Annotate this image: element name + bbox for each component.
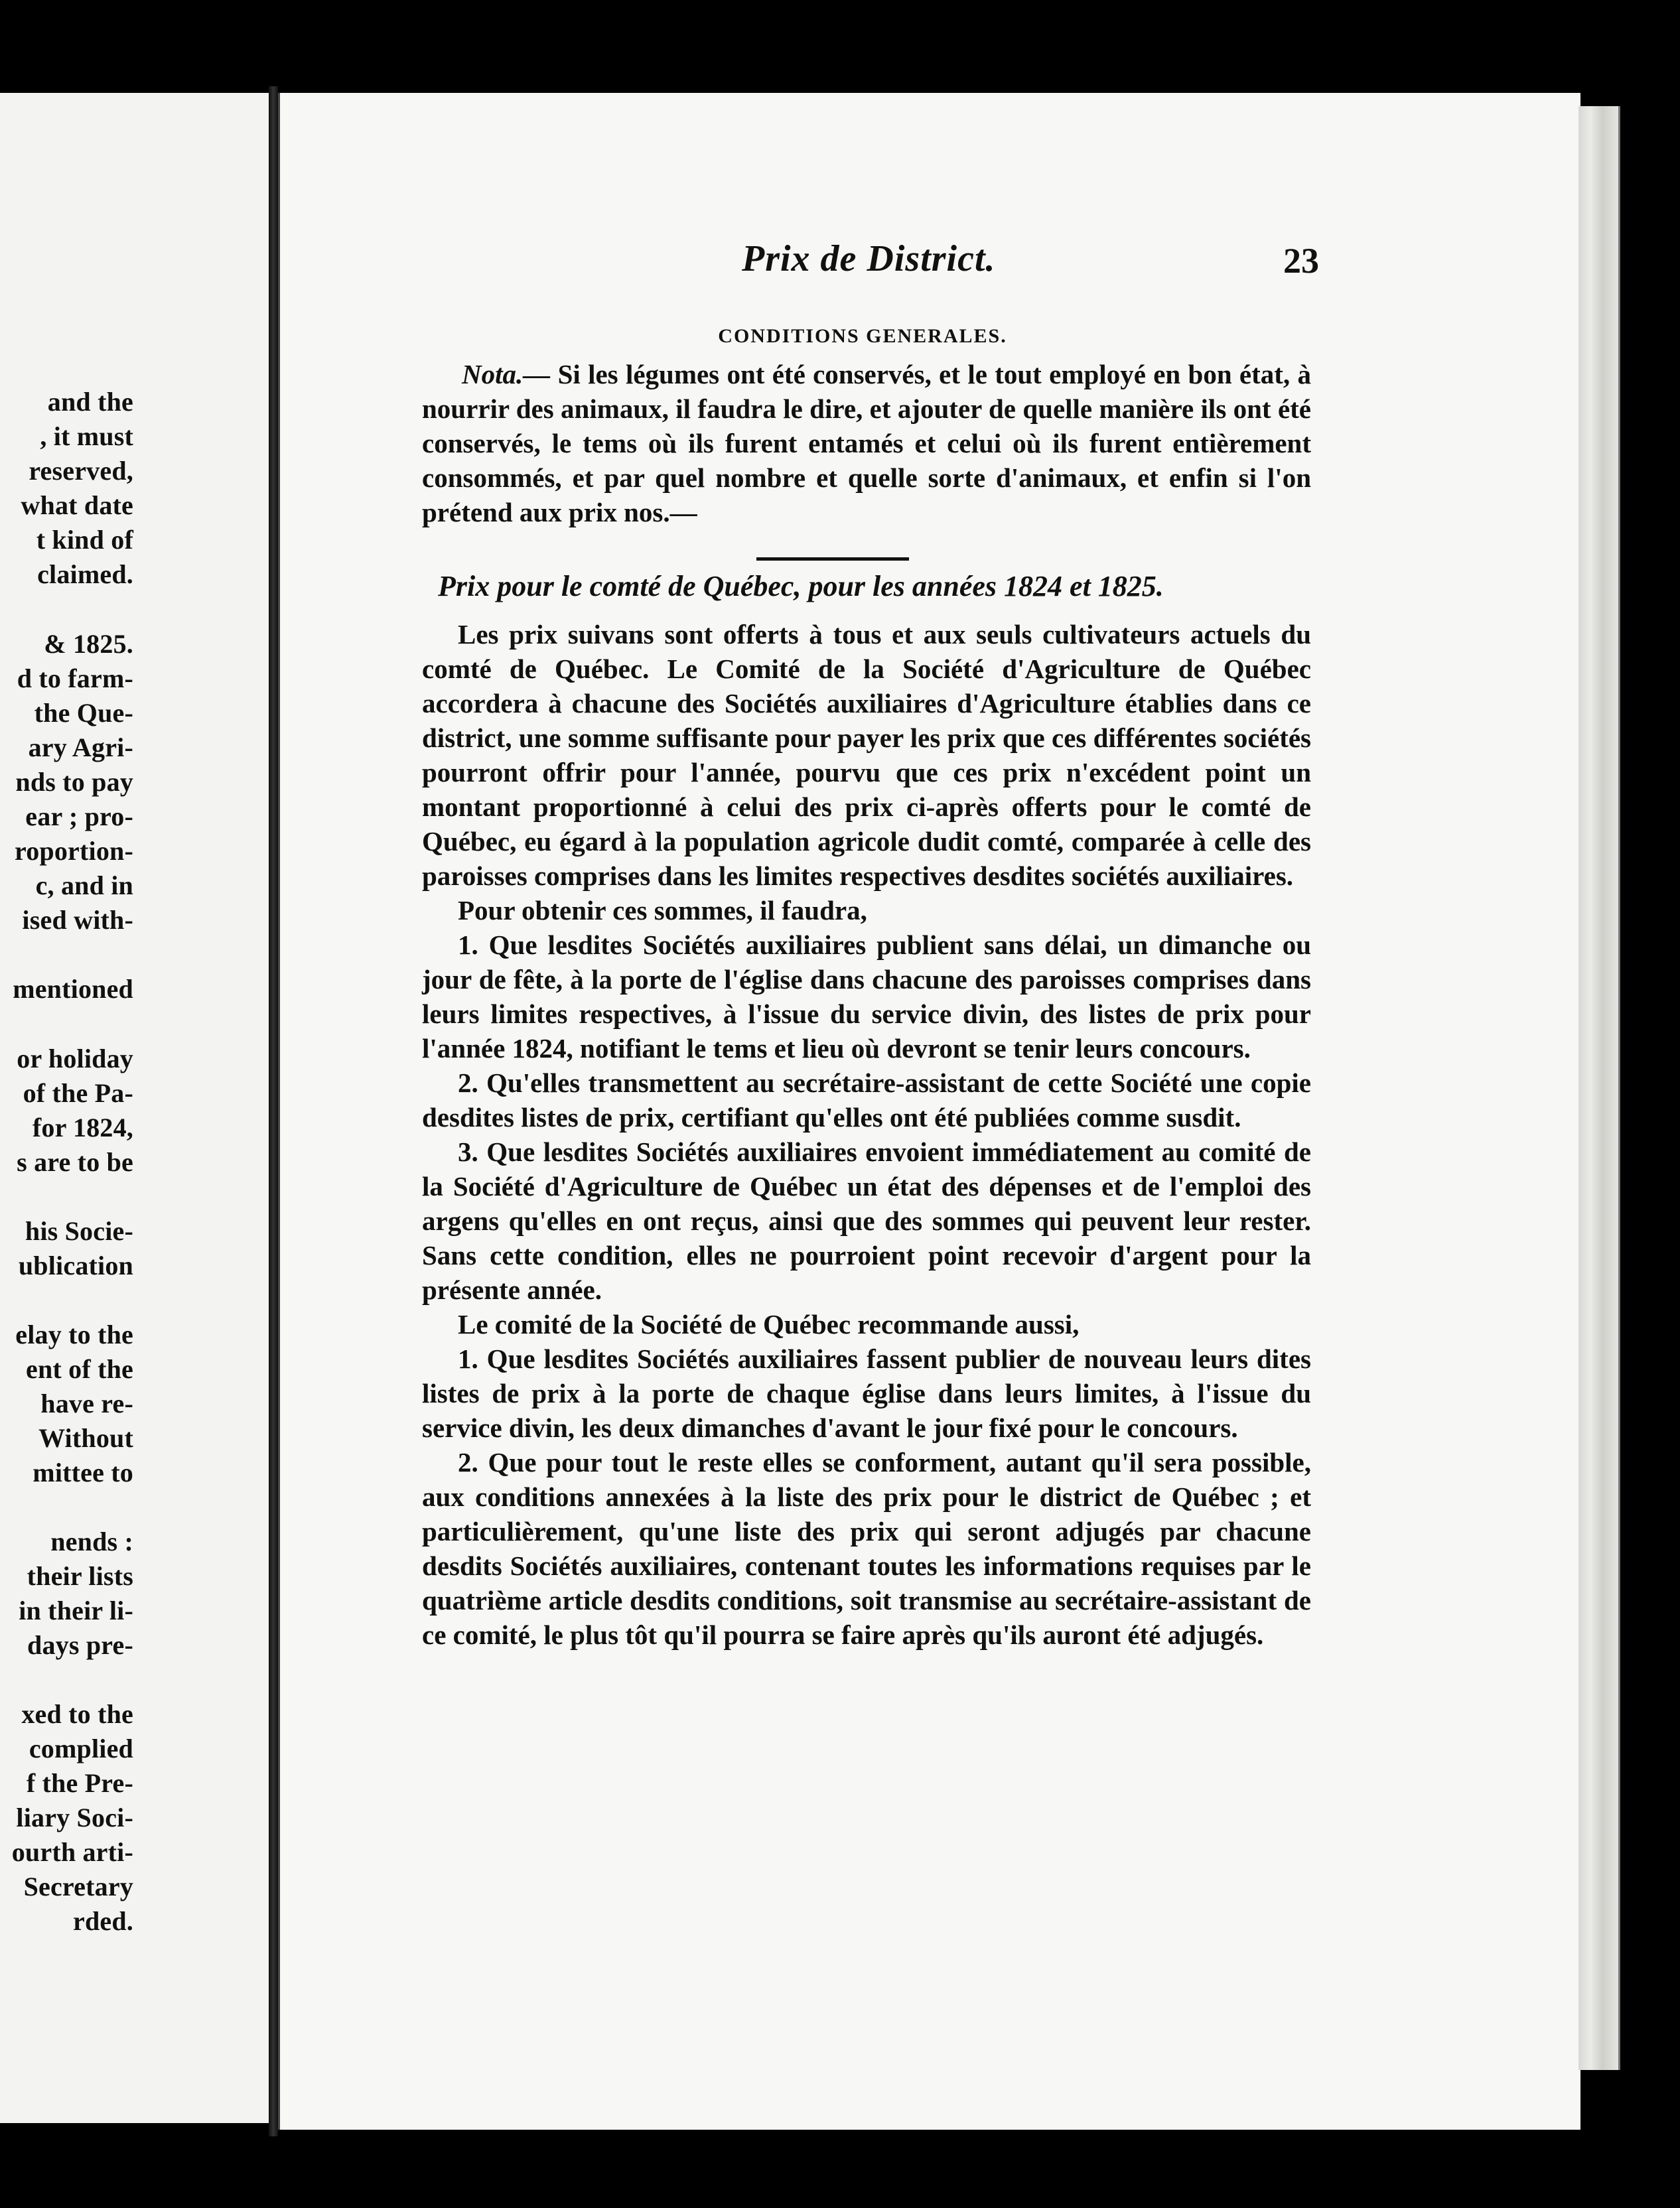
left-line: s are to be — [17, 1147, 133, 1177]
item-2-paragraph: 2. Qu'elles transmettent au secrétaire-assistant de cette Société une copie desdites listes de prix, certifiant qu'elles ont été publiées comme susdit. — [422, 1068, 1311, 1133]
nota-paragraph — [422, 357, 1311, 529]
left-line: d to farm- — [17, 663, 133, 693]
left-line: and the — [47, 387, 133, 417]
nota-label: Nota.— — [462, 359, 551, 389]
left-line: ublication — [18, 1251, 133, 1280]
page-edge — [1578, 106, 1620, 2070]
left-line: their lists — [27, 1561, 133, 1591]
left-line: ent of the — [26, 1354, 133, 1384]
item-3-paragraph: 3. Que lesdites Sociétés auxiliaires envoient immédiatement au comité de la Société d'Agriculture de Québec un état des dépenses et de l'emploi des argens qu'elles en ont reçus, ainsi que des sommes qui peuvent leur rester. Sans cette condition, elles ne pourroient point recevoir d'argent pour la présente année. — [422, 1137, 1311, 1305]
left-line: mentioned — [13, 974, 133, 1004]
left-line: complied — [29, 1734, 133, 1763]
left-line: f the Pre- — [26, 1768, 133, 1798]
left-line: days pre- — [27, 1630, 133, 1660]
recommend-1-paragraph: 1. Que lesdites Sociétés auxiliaires fassent publier de nouveau leurs dites listes de prix à la porte de chaque église dans leurs limites, à l'issue du service divin, les deux dimanches d'avant le jour fixé pour le concours. — [422, 1344, 1311, 1443]
left-line: ear ; pro- — [25, 801, 133, 831]
left-line: the Que- — [34, 698, 133, 728]
conditions-heading: CONDITIONS GENERALES. — [718, 325, 1007, 347]
left-line: Without — [38, 1423, 133, 1453]
left-line: Secretary — [23, 1872, 133, 1901]
left-line: ourth arti- — [11, 1837, 133, 1867]
page-number: 23 — [1283, 241, 1319, 281]
recommend-paragraph: Le comité de la Société de Québec recommande aussi, — [458, 1309, 1080, 1340]
left-line: what date — [21, 490, 133, 520]
left-line: ary Agri- — [28, 732, 133, 762]
left-line: have re- — [40, 1389, 133, 1418]
intro-paragraph: Les prix suivans sont offerts à tous et aux seuls cultivateurs actuels du comté de Québec. Le Comité de la Société d'Agriculture de Québec accordera à chacune des Sociétés auxiliaires d'Agriculture établies dans ce district, une somme suffisante pour payer les prix que ces différentes sociétés pourront offrir pour l'année, pourvu que ces prix n'excédent point un montant proportionné à celui des prix ci-après offerts pour le comté de Québec, eu égard à la population agricole dudit comté, comparée à celle des paroisses comprises dans les limites respectives desdites sociétés auxiliaires. — [422, 619, 1311, 891]
left-page-fragment — [0, 93, 273, 2123]
book-gutter — [269, 86, 278, 2136]
left-line: , it must — [40, 421, 133, 451]
obtain-paragraph: Pour obtenir ces sommes, il faudra, — [458, 895, 867, 926]
left-line: rded. — [73, 1906, 133, 1936]
running-title: Prix de District. — [742, 238, 996, 279]
left-line: of the Pa- — [23, 1078, 133, 1108]
left-line: his Socie- — [25, 1216, 133, 1246]
left-line: c, and in — [35, 870, 133, 900]
left-line: t kind of — [36, 525, 133, 555]
left-line: claimed. — [37, 559, 133, 589]
nota-text: Si les légumes ont été conservés, et le tout employé en bon état, à nourrir des animaux, il faudra le dire, et ajouter de quelle manière ils ont été conservés, le tems où ils furent entamés et celui où ils furent entièrement consommés, et par quel nombre et quelle sorte d'animaux, et enfin si l'on prétend aux prix nos.— — [422, 359, 1311, 527]
left-line: or holiday — [17, 1044, 133, 1073]
left-line: for 1824, — [32, 1113, 133, 1142]
left-line: xed to the — [21, 1699, 133, 1729]
body-text — [422, 617, 1311, 1652]
left-line: reserved, — [29, 456, 133, 486]
page-header — [742, 238, 1319, 291]
left-line: & 1825. — [44, 629, 133, 659]
left-line: roportion- — [14, 836, 133, 866]
left-line: mittee to — [33, 1458, 133, 1487]
section-title: Prix pour le comté de Québec, pour les années 1824 et 1825. — [438, 570, 1164, 602]
left-line: elay to the — [15, 1320, 133, 1349]
item-1-paragraph: 1. Que lesdites Sociétés auxiliaires publient sans délai, un dimanche ou jour de fête, à la porte de l'église dans chacune des paroisses comprises dans leurs limites respectives, à l'issue du service divin, des listes de prix pour l'année 1824, notifiant le tems et lieu où devront se tenir leurs concours. — [422, 930, 1311, 1064]
left-line: nds to pay — [15, 767, 133, 797]
left-line: ised with- — [22, 905, 133, 935]
recommend-2-paragraph: 2. Que pour tout le reste elles se conforment, autant qu'il sera possible, aux conditions annexées à la liste des prix pour le district de Québec ; et particulièrement, qu'une liste des prix qui seront adjugés par chacune desdits Sociétés auxiliaires, contenant toutes les informations requises par le quatrième article desdits conditions, soit transmise au secrétaire-assistant de ce comité, le plus tôt qu'il pourra se faire après qu'ils auront été adjugés. — [422, 1447, 1311, 1650]
section-rule — [756, 557, 909, 561]
left-line: in their li- — [19, 1596, 133, 1625]
left-line: nends : — [50, 1527, 133, 1556]
left-line: liary Soci- — [16, 1803, 133, 1832]
